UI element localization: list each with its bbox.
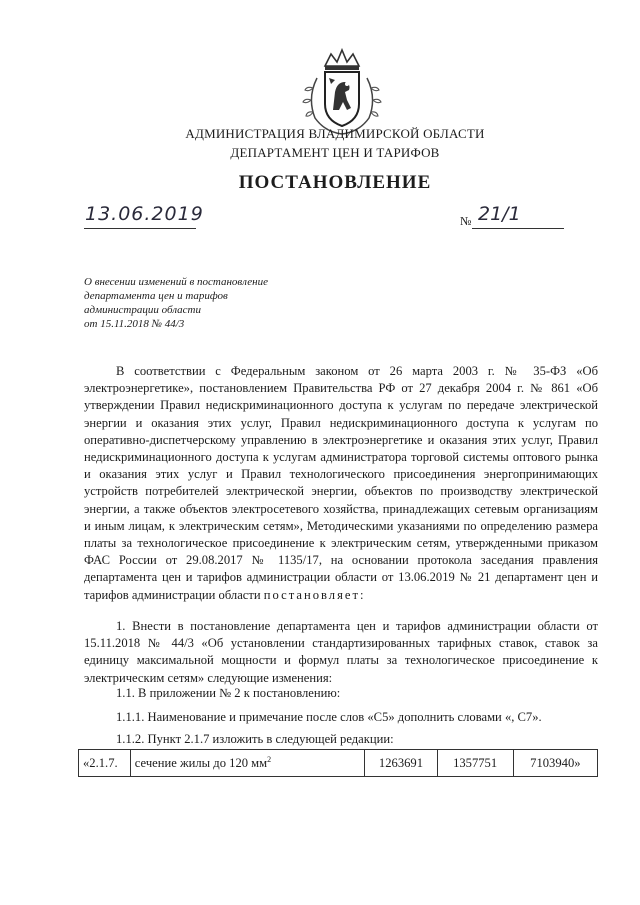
number-label: № bbox=[460, 214, 472, 228]
subject-line: администрации области bbox=[84, 304, 201, 316]
row-value-2: 1357751 bbox=[437, 750, 513, 777]
subject-line: от 15.11.2018 № 44/3 bbox=[84, 318, 185, 330]
subject-line: О внесении изменений в постановление bbox=[84, 276, 268, 288]
date-underline bbox=[84, 228, 196, 229]
resolves-verb: постановляет: bbox=[263, 587, 366, 602]
document-number: 21/1 bbox=[478, 203, 521, 225]
document-date: 13.06.2019 bbox=[85, 203, 204, 225]
org-name: АДМИНИСТРАЦИЯ ВЛАДИМИРСКОЙ ОБЛАСТИ bbox=[185, 126, 485, 141]
subject-block bbox=[84, 275, 268, 331]
tariff-table bbox=[78, 749, 598, 777]
row-code: «2.1.7. bbox=[79, 750, 131, 777]
clause-1-1: 1.1. В приложении № 2 к постановлению: bbox=[116, 686, 341, 700]
clause-1-1-1: 1.1.1. Наименование и примечание после слов «С5» дополнить словами «, С7». bbox=[116, 710, 542, 724]
preamble-paragraph bbox=[84, 363, 598, 604]
department-name: ДЕПАРТАМЕНТ ЦЕН И ТАРИФОВ bbox=[230, 145, 440, 160]
row-name: сечение жилы до 120 $мм^2$ bbox=[130, 750, 365, 777]
row-value-1: 1263691 bbox=[365, 750, 437, 777]
subject-line: департамента цен и тарифов bbox=[84, 290, 228, 302]
row-value-3: 7103940» bbox=[513, 750, 597, 777]
preamble-text: В соответствии с Федеральным законом от 26 марта 2003 г. № 35-ФЗ «Об электроэнергетике», постановлением Правительства РФ от 27 декабря 2004 г. № 861 «Об утверждении Правил недискриминационного доступа к услугам по передаче электрической энергии и оказания этих услуг, Правил недискриминационного доступа к услугам по оперативно-диспетчерскому управлению в электроэнергетике и оказания этих услуг, Правил недискриминационного доступа к услугам администратора торговой системы оптового рынка и оказания этих услуг и Правил технологического присоединения энергопринимающих устройств потребителей электрической энергии, объектов по производству электрической энергии, а также объектов электросетевого хозяйства, принадлежащих сетевым организациям и иным лицам, к электрическим сетям», Методическими указаниями по определению размера платы за технологическое присоединение к электрическим сетям, утвержденными приказом ФАС России от 29.08.2017 № 1135/17, на основании протокола заседания правления департамента цен и тарифов администрации области от 13.06.2019 № 21 департамент цен и тарифов администрации области bbox=[84, 364, 598, 602]
coat-of-arms-icon bbox=[301, 48, 383, 136]
document-title: ПОСТАНОВЛЕНИЕ bbox=[238, 172, 432, 193]
number-underline bbox=[472, 228, 564, 229]
clause-1: 1. Внести в постановление департамента цен и тарифов администрации области от 15.11.2018 № 44/3 «Об установлении стандартизированных тарифных ставок, ставок за единицу максимальной мощности и формул платы за технологическое присоединение к электрическим сетям» следующие изменения: bbox=[84, 619, 598, 685]
table-row bbox=[79, 750, 598, 777]
clause-1-1-2: 1.1.2. Пункт 2.1.7 изложить в следующей редакции: bbox=[116, 732, 394, 746]
